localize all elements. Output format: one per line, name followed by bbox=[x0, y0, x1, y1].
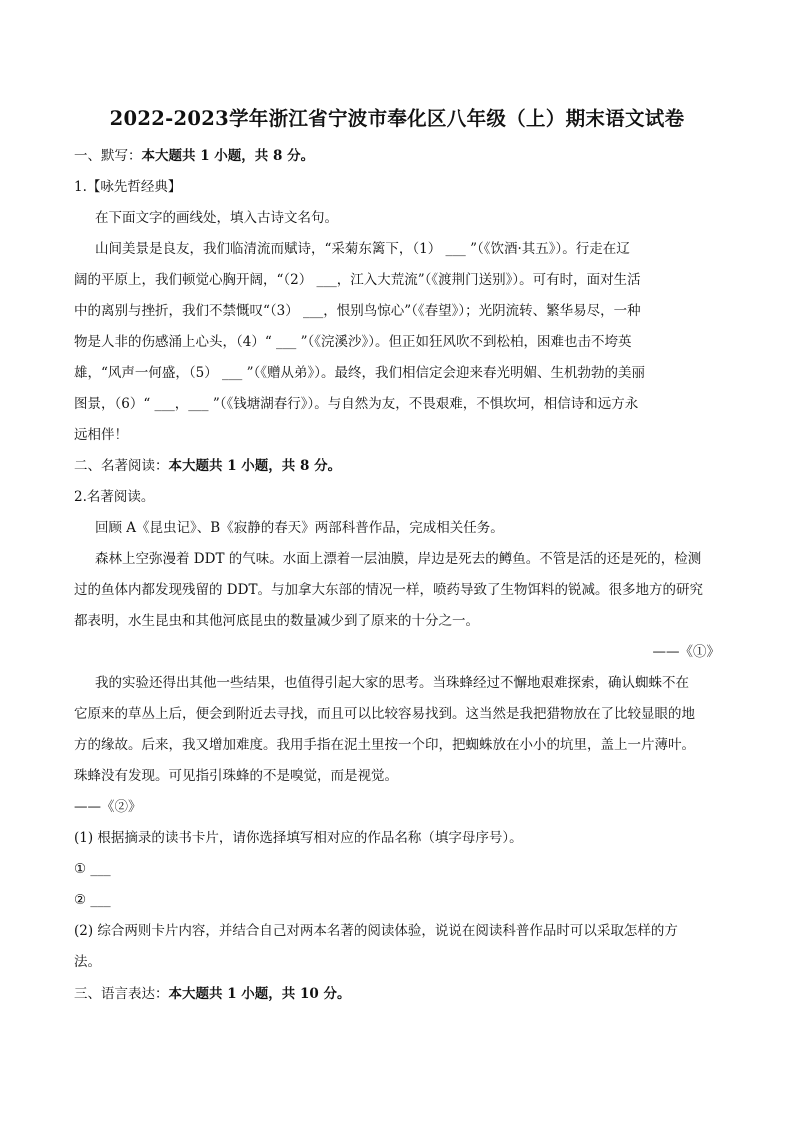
subquestion-2-line: (2) 综合两则卡片内容，并结合自己对两本名著的阅读体验，说说在阅读科普作品时可以采取怎样的方 bbox=[74, 923, 678, 939]
reading-card-2-line: 珠蜂没有发现。可见指引珠蜂的不是嗅觉，而是视觉。 bbox=[74, 768, 398, 784]
question-1-text-line: 山间美景是良友，我们临清流而赋诗，“采菊东篱下，（1） ___ ”（《饮酒·其五》）。行走在辽 bbox=[95, 241, 630, 257]
question-1-text-line: 阔的平原上，我们顿觉心胸开阔，“（2） ___，江入大荒流”（《渡荆门送别》）。可有时，面对生活 bbox=[74, 272, 641, 288]
reading-card-2-line: 它原来的草丛上后，便会到附近去寻找，而且可以比较容易找到。这当然是我把猎物放在了比较显眼的地 bbox=[74, 706, 695, 722]
question-1-text-line: 雄，“风声一何盛，（5） ___ ”（《赠从弟》）。最终，我们相信定会迎来春光明媚、生机勃勃的美丽 bbox=[74, 365, 645, 381]
section-2-rule: 本大题共 1 小题，共 8 分。 bbox=[168, 458, 342, 474]
reading-card-2-line: 我的实验还得出其他一些结果，也值得引起大家的思考。当珠蜂经过不懈地艰难探索，确认蜘蛛不在 bbox=[95, 675, 689, 691]
reading-card-2-source: ——《②》 bbox=[74, 799, 142, 815]
answer-blank-1: ① ___ bbox=[74, 861, 111, 877]
section-1-rule: 本大题共 1 小题，共 8 分。 bbox=[141, 148, 315, 164]
subquestion-1: (1) 根据摘录的读书卡片，请你选择填写相对应的作品名称（填字母序号）。 bbox=[74, 830, 523, 846]
question-1-text-line: 远相伴！ bbox=[74, 427, 128, 443]
question-1-text-line: 物是人非的伤感涌上心头，（4）“ ___ ”（《浣溪沙》）。但正如狂风吹不到松柏，困难也击不垮英 bbox=[74, 334, 632, 350]
section-2-lead: 二、名著阅读： bbox=[74, 458, 169, 474]
question-1-text-line: 图景，（6）“ ___，___ ”（《钱塘湖春行》）。与自然为友，不畏艰难，不惧坎坷，相信诗和远方永 bbox=[74, 396, 639, 412]
section-1-lead: 一、默写： bbox=[74, 148, 142, 164]
reading-card-1-line: 都表明，水生昆虫和其他河底昆虫的数量减少到了原来的十分之一。 bbox=[74, 613, 479, 629]
question-1-heading: 1.【咏先哲经典】 bbox=[74, 179, 182, 195]
answer-blank-2: ② ___ bbox=[74, 892, 111, 908]
reading-card-1-source: ——《①》 bbox=[652, 644, 720, 660]
section-2-heading bbox=[74, 457, 341, 475]
subquestion-2-line: 法。 bbox=[74, 954, 101, 970]
question-1-text-line: 中的离别与挫折，我们不禁慨叹“（3） ___，恨别鸟惊心”（《春望》）；光阴流转、繁华易尽，一种 bbox=[74, 303, 641, 319]
section-3-lead: 三、语言表达： bbox=[74, 986, 169, 1002]
question-2-heading: 2.名著阅读。 bbox=[74, 489, 155, 505]
question-1-instruction: 在下面文字的画线处，填入古诗文名句。 bbox=[95, 210, 338, 226]
reading-card-1-line: 森林上空弥漫着 DDT 的气味。水面上漂着一层油膜，岸边是死去的鳟鱼。不管是活的还是死的，检测 bbox=[95, 551, 702, 567]
reading-card-2-line: 方的缘故。后来，我又增加难度。我用手指在泥土里按一个印，把蜘蛛放在小小的坑里，盖上一片薄叶。 bbox=[74, 737, 695, 753]
section-1-heading bbox=[74, 147, 314, 165]
section-3-rule: 本大题共 1 小题，共 10 分。 bbox=[168, 986, 351, 1002]
section-3-heading bbox=[74, 985, 350, 1003]
exam-title: 2022-2023学年浙江省宁波市奉化区八年级（上）期末语文试卷 bbox=[109, 107, 685, 130]
reading-card-1-line: 过的鱼体内都发现残留的 DDT。与加拿大东部的情况一样，喷药导致了生物饵料的锐减。很多地方的研究 bbox=[74, 582, 703, 598]
question-2-intro: 回顾 A《昆虫记》、B《寂静的春天》两部科普作品，完成相关任务。 bbox=[95, 520, 504, 536]
